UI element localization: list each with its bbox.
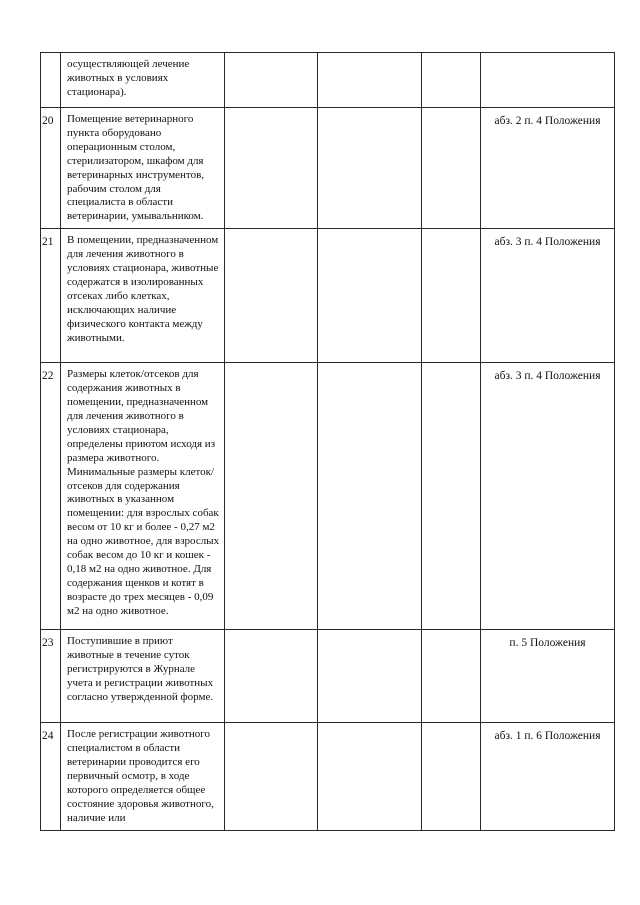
legal-reference: абз. 1 п. 6 Положения — [494, 730, 601, 743]
row-number-cell — [41, 363, 61, 630]
table-row — [41, 363, 615, 630]
row-number: 22 — [42, 370, 54, 383]
answer-cell — [318, 363, 422, 630]
requirement-text: После регистрации животного специалистом в области ветеринарии проводится его первичный осмотр, в ходе которого определяется общее состояние здоровья животного, наличие или — [67, 728, 214, 824]
reference-cell — [481, 108, 615, 229]
answer-cell — [318, 53, 422, 108]
row-number: 21 — [42, 236, 54, 249]
answer-cell — [225, 108, 318, 229]
answer-cell — [225, 53, 318, 108]
legal-reference: абз. 2 п. 4 Положения — [494, 115, 601, 127]
answer-cell — [422, 53, 481, 108]
row-number-cell — [41, 53, 61, 108]
answer-cell — [318, 108, 422, 229]
row-number-cell — [41, 723, 61, 830]
row-number-cell — [41, 229, 61, 363]
answer-cell — [318, 723, 422, 830]
requirement-text: Поступившие в приют животные в течение суток регистрируются в Журнале учета и регистрации животных согласно утвержденной форме. — [67, 635, 214, 703]
row-number-cell — [41, 630, 61, 723]
table-row — [41, 630, 615, 723]
row-number: 20 — [42, 115, 54, 127]
reference-cell — [481, 723, 615, 830]
row-number: 23 — [42, 637, 54, 650]
requirement-cell — [61, 108, 225, 229]
answer-cell — [225, 630, 318, 723]
requirement-cell — [61, 723, 225, 830]
table-row — [41, 53, 615, 108]
answer-cell — [318, 229, 422, 363]
requirement-cell — [61, 363, 225, 630]
requirement-cell — [61, 630, 225, 723]
answer-cell — [422, 363, 481, 630]
answer-cell — [422, 723, 481, 830]
requirement-cell — [61, 229, 225, 363]
table-row — [41, 108, 615, 229]
row-number-cell — [41, 108, 61, 229]
table-row — [41, 723, 615, 830]
answer-cell — [318, 630, 422, 723]
answer-cell — [422, 630, 481, 723]
answer-cell — [225, 229, 318, 363]
requirement-text: Размеры клеток/отсеков для содержания животных в помещении, предназначенном для лечения животного в условиях стационара, определены приютом исходя из размера животного. Минимальные размеры клеток/отсеков для содержания животных в указанном помещении: для взрослых собак весом от 10 кг и более - 0,27 м2 на одно животное, для взрослых собак весом до 10 кг и кошек - 0,18 м2 на одно животное. Для содержания щенков и котят в возрасте до трех месяцев - 0,09 м2 на одно животное. — [67, 368, 220, 617]
legal-reference — [481, 53, 614, 59]
requirement-text: В помещении, предназначенном для лечения животного в условиях стационара, животные содержатся в изолированных отсеках либо клетках, исключающих наличие физического контакта между животными. — [67, 234, 219, 344]
requirement-text: Помещение ветеринарного пункта оборудовано операционным столом, стерилизатором, шкафом для ветеринарных инструментов, рабочим столом для специалиста в области ветеринарии, умывальником. — [67, 113, 205, 223]
reference-cell — [481, 363, 615, 630]
legal-reference: п. 5 Положения — [509, 637, 586, 650]
reference-cell — [481, 229, 615, 363]
row-number: 24 — [42, 730, 54, 743]
requirement-text: осуществляющей лечение животных в условиях стационара). — [67, 58, 190, 98]
reference-cell — [481, 53, 615, 108]
requirement-cell — [61, 53, 225, 108]
answer-cell — [422, 108, 481, 229]
checklist-table — [40, 52, 615, 831]
answer-cell — [422, 229, 481, 363]
reference-cell — [481, 630, 615, 723]
answer-cell — [225, 363, 318, 630]
row-number — [41, 53, 60, 59]
legal-reference: абз. 3 п. 4 Положения — [494, 370, 601, 383]
table-row — [41, 229, 615, 363]
answer-cell — [225, 723, 318, 830]
legal-reference: абз. 3 п. 4 Положения — [494, 236, 601, 249]
